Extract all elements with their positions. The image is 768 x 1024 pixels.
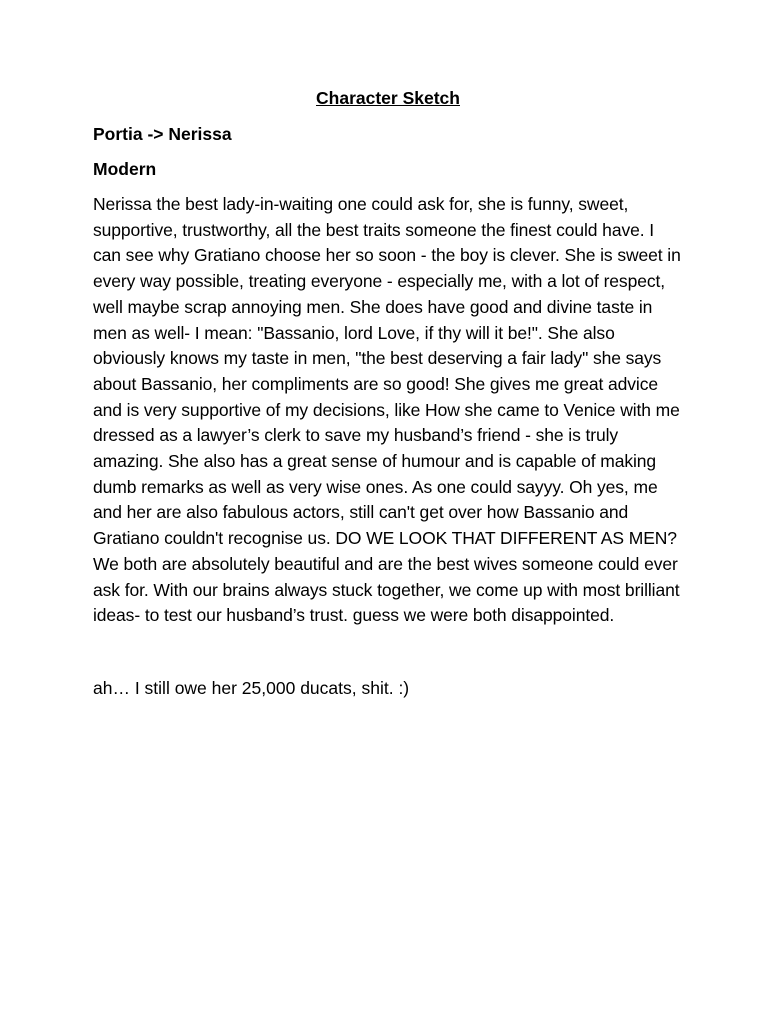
document-title: Character Sketch [316, 88, 460, 108]
subtitle-heading: Portia -> Nerissa [93, 124, 232, 144]
section-heading: Modern [93, 159, 157, 179]
body-paragraph: Nerissa the best lady-in-waiting one could ask for, she is funny, sweet, supportive, trustworthy, all the best traits someone the finest could have. I can see why Gratiano choose her so soon - the boy is clever. She is sweet in every way possible, treating everyone - especially me, with a lot of respect, well maybe scrap annoying men. She does have good and divine taste in men as well- I mean: "Bassanio, lord Love, if thy will it be!". She also obviously knows my taste in men, "the best deserving a fair lady" she says about Bassanio, her compliments are so good! She gives me great advice and is very supportive of my decisions, like How she came to Venice with me dressed as a lawyer’s clerk to save my husband’s friend - she is truly amazing. She also has a great sense of humour and is capable of making dumb remarks as well as very wise ones. As one could sayyy. Oh yes, me and her are also fabulous actors, still can't get over how Bassanio and Gratiano couldn't recognise us. DO WE LOOK THAT DIFFERENT AS MEN? We both are absolutely beautiful and are the best wives someone could ever ask for. With our brains always stuck together, we come up with most brilliant ideas- to test our husband’s trust. guess we were both disappointed. [93, 194, 681, 626]
document-content [93, 86, 683, 701]
closing-line: ah… I still owe her 25,000 ducats, shit. :) [93, 677, 410, 698]
